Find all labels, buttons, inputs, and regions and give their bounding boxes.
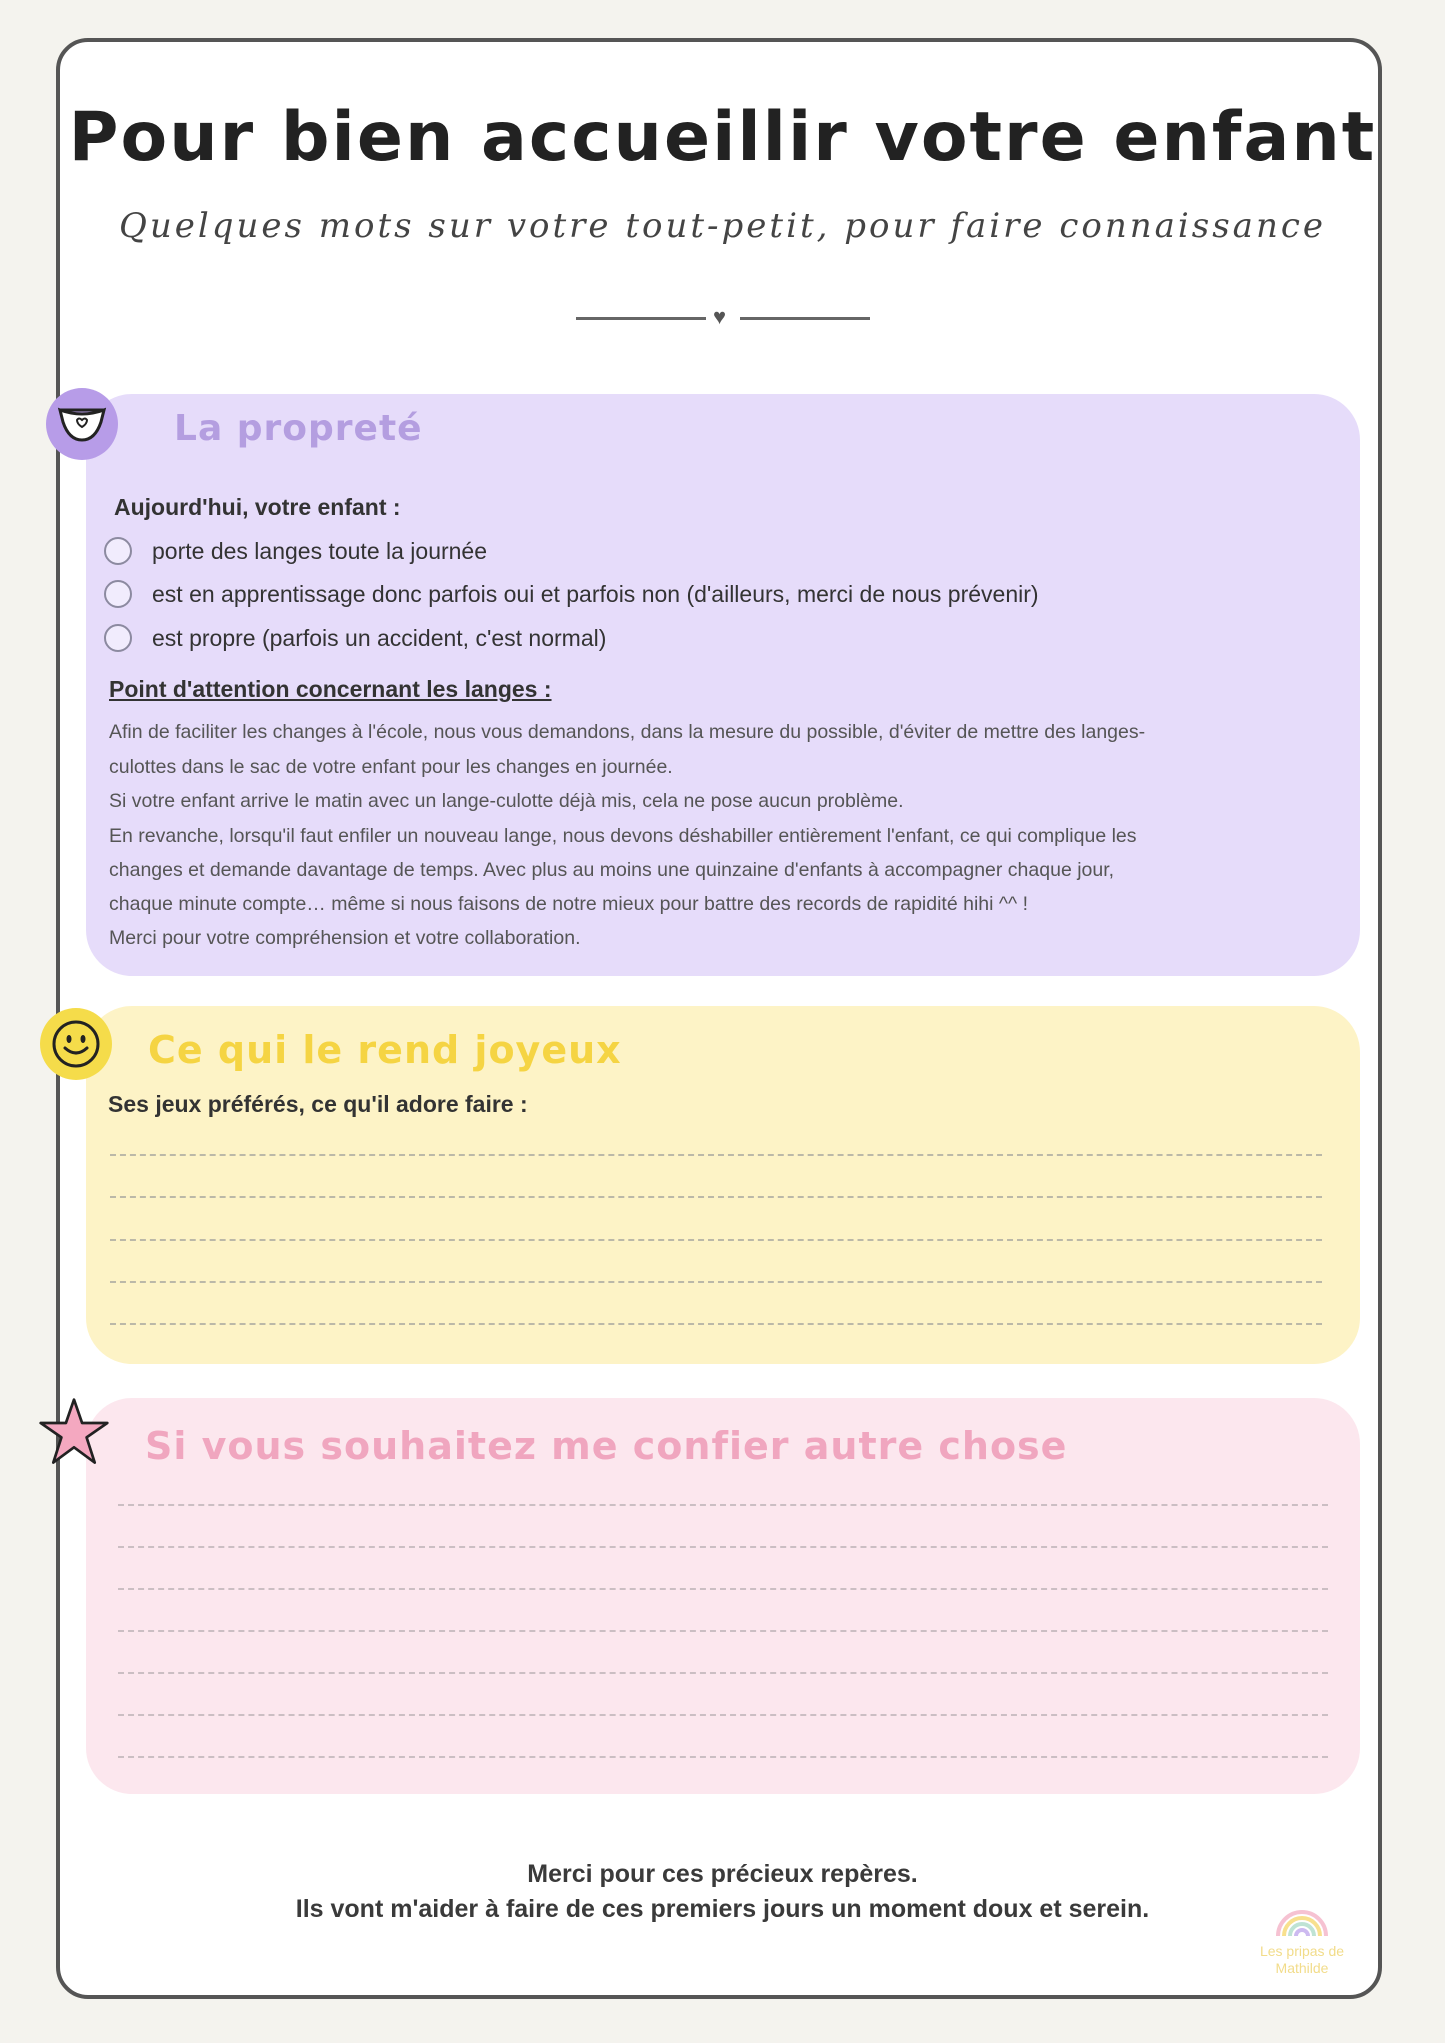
writing-line[interactable] bbox=[118, 1588, 1328, 1590]
brand-logo bbox=[1242, 1908, 1362, 1977]
smiley-icon bbox=[40, 1008, 112, 1080]
paragraph-line: Si votre enfant arrive le matin avec un lange-culotte déjà mis, cela ne pose aucun problème. bbox=[109, 790, 904, 812]
heart-icon: ♥ bbox=[713, 304, 727, 329]
writing-line[interactable] bbox=[110, 1154, 1322, 1156]
joyeux-question: Ses jeux préférés, ce qu'il adore faire : bbox=[108, 1091, 528, 1117]
page-subtitle: Quelques mots sur votre tout-petit, pour faire connaissance bbox=[118, 206, 1327, 246]
writing-line[interactable] bbox=[118, 1630, 1328, 1632]
option-langes[interactable] bbox=[104, 534, 487, 568]
writing-line[interactable] bbox=[110, 1323, 1322, 1325]
heart-divider bbox=[576, 304, 870, 329]
paragraph-line: culottes dans le sac de votre enfant pour les changes en journée. bbox=[109, 756, 673, 778]
option-label: porte des langes toute la journée bbox=[152, 537, 488, 564]
option-apprentissage[interactable] bbox=[104, 577, 1039, 611]
writing-line[interactable] bbox=[118, 1504, 1328, 1506]
option-propre[interactable] bbox=[104, 621, 606, 655]
option-label: est en apprentissage donc parfois oui et parfois non (d'ailleurs, merci de nous prévenir) bbox=[152, 580, 1039, 607]
radio-button[interactable] bbox=[104, 624, 132, 652]
writing-line[interactable] bbox=[110, 1281, 1322, 1283]
logo-text-2: Mathilde bbox=[1275, 1960, 1329, 1976]
attention-heading: Point d'attention concernant les langes : bbox=[109, 676, 552, 702]
page-title: Pour bien accueillir votre enfant bbox=[68, 98, 1377, 177]
writing-line[interactable] bbox=[118, 1546, 1328, 1548]
thanks-line-2: Ils vont m'aider à faire de ces premiers jours un moment doux et serein. bbox=[295, 1895, 1150, 1923]
star-icon bbox=[38, 1396, 110, 1468]
joyeux-title: Ce qui le rend joyeux bbox=[148, 1028, 622, 1072]
autre-title: Si vous souhaitez me confier autre chose bbox=[145, 1424, 1068, 1468]
paragraph-line: changes et demande davantage de temps. Avec plus au moins une quinzaine d'enfants à accompagner chaque jour, bbox=[109, 859, 1115, 881]
logo-text-1: Les pripas de bbox=[1259, 1943, 1345, 1959]
diaper-icon bbox=[46, 388, 118, 460]
proprete-title: La propreté bbox=[174, 408, 423, 449]
paragraph-line: Merci pour votre compréhension et votre collaboration. bbox=[109, 927, 581, 949]
writing-line[interactable] bbox=[110, 1239, 1322, 1241]
option-label: est propre (parfois un accident, c'est normal) bbox=[152, 624, 607, 651]
rainbow-icon bbox=[1272, 1908, 1332, 1938]
paragraph-line: Afin de faciliter les changes à l'école, nous vous demandons, dans la mesure du possible, d'éviter de mettre des langes- bbox=[109, 721, 1146, 743]
paragraph-line: En revanche, lorsqu'il faut enfiler un nouveau lange, nous devons déshabiller entièrement l'enfant, ce qui complique les bbox=[109, 825, 1137, 847]
writing-line[interactable] bbox=[118, 1756, 1328, 1758]
writing-line[interactable] bbox=[118, 1714, 1328, 1716]
paragraph-line: chaque minute compte… même si nous faisons de notre mieux pour battre des records de rapidité hihi ^^ ! bbox=[109, 893, 1029, 915]
writing-line[interactable] bbox=[110, 1196, 1322, 1198]
writing-line[interactable] bbox=[118, 1672, 1328, 1674]
proprete-question: Aujourd'hui, votre enfant : bbox=[114, 494, 401, 520]
radio-button[interactable] bbox=[104, 580, 132, 608]
radio-button[interactable] bbox=[104, 537, 132, 565]
thanks-line-1: Merci pour ces précieux repères. bbox=[527, 1860, 918, 1888]
